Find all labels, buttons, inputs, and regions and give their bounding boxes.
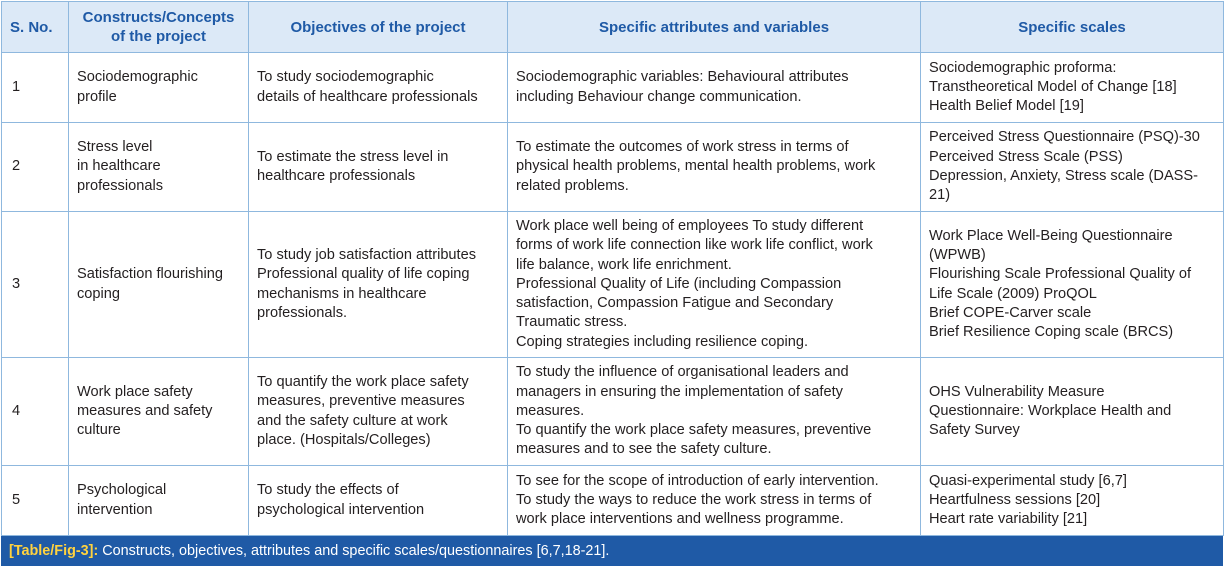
- table-row: [2, 123, 1224, 212]
- construct-cell: [69, 466, 249, 536]
- header-constructs-line: of the project: [110, 28, 206, 45]
- cell-line: forms of work life connection like work life conflict, work: [516, 237, 873, 254]
- cell-line: profile: [77, 88, 117, 105]
- header-constructs: [69, 2, 249, 53]
- cell-line: details of healthcare professionals: [257, 88, 478, 105]
- cell-line: To estimate the stress level in: [257, 148, 449, 165]
- cell-line: Transtheoretical Model of Change [18]: [929, 78, 1177, 95]
- cell-line: Brief Resilience Coping scale (BRCS): [929, 324, 1174, 341]
- attributes-cell: [508, 358, 921, 466]
- objective-cell: [249, 53, 508, 123]
- cell-line: Perceived Stress Questionnaire (PSQ)-30: [929, 129, 1200, 146]
- sno-cell: 4: [2, 358, 69, 466]
- objective-cell: [249, 123, 508, 212]
- table-row: [2, 212, 1224, 358]
- cell-line: including Behaviour change communication.: [516, 88, 802, 105]
- cell-line: To quantify the work place safety measures, preventive: [516, 422, 872, 439]
- table-header-row: [2, 2, 1224, 53]
- sno-cell: 2: [2, 123, 69, 212]
- construct-cell: [69, 358, 249, 466]
- scales-cell: [921, 358, 1224, 466]
- cell-line: Psychological: [77, 482, 167, 499]
- cell-line: coping: [77, 285, 121, 302]
- cell-line: in healthcare: [77, 158, 161, 175]
- cell-line: To study the effects of: [257, 482, 399, 499]
- cell-line: psychological intervention: [257, 501, 425, 518]
- cell-line: Life Scale (2009) ProQOL: [929, 285, 1097, 302]
- cell-line: Traumatic stress.: [516, 314, 628, 331]
- cell-line: Flourishing Scale Professional Quality of: [929, 266, 1192, 283]
- attributes-cell: [508, 53, 921, 123]
- cell-line: Quasi-experimental study [6,7]: [929, 472, 1127, 489]
- construct-cell: [69, 212, 249, 358]
- table-caption: [1, 536, 1223, 566]
- cell-line: Stress level: [77, 139, 153, 156]
- cell-line: Satisfaction flourishing: [77, 266, 224, 283]
- cell-line: Work place well being of employees To study different: [516, 217, 864, 234]
- cell-line: physical health problems, mental health problems, work: [516, 158, 876, 175]
- construct-cell: [69, 53, 249, 123]
- objective-cell: [249, 466, 508, 536]
- cell-line: work place interventions and wellness programme.: [516, 511, 844, 528]
- cell-line: To study job satisfaction attributes: [257, 246, 477, 263]
- cell-line: place. (Hospitals/Colleges): [257, 431, 431, 448]
- caption-text: Constructs, objectives, attributes and specific scales/questionnaires [6,7,18-21].: [98, 543, 610, 559]
- cell-line: healthcare professionals: [257, 168, 416, 184]
- header-constructs-line: Constructs/Concepts: [82, 9, 235, 26]
- scales-cell: [921, 123, 1224, 212]
- cell-line: professionals: [77, 177, 163, 194]
- header-objectives: Objectives of the project: [249, 2, 508, 53]
- cell-line: intervention: [77, 501, 153, 518]
- table-row: [2, 358, 1224, 466]
- cell-line: culture: [77, 422, 121, 439]
- cell-line: To see for the scope of introduction of early intervention.: [516, 472, 879, 489]
- cell-line: Work Place Well-Being Questionnaire: [929, 227, 1173, 244]
- attributes-cell: [508, 123, 921, 212]
- cell-line: OHS Vulnerability Measure: [929, 383, 1105, 400]
- cell-line: mechanisms in healthcare: [257, 285, 427, 302]
- caption-label: [Table/Fig-3]:: [9, 543, 99, 559]
- cell-line: To study sociodemographic: [257, 69, 434, 86]
- scales-cell: [921, 466, 1224, 536]
- header-attributes: Specific attributes and variables: [508, 2, 921, 53]
- cell-line: Professional Quality of Life (including Compassion: [516, 275, 842, 292]
- objective-cell: [249, 212, 508, 358]
- sno-cell: 5: [2, 466, 69, 536]
- cell-line: To quantify the work place safety: [257, 373, 469, 390]
- header-scales: Specific scales: [921, 2, 1224, 53]
- attributes-cell: [508, 466, 921, 536]
- cell-line: Perceived Stress Scale (PSS): [929, 148, 1123, 165]
- cell-line: Sociodemographic: [77, 69, 198, 86]
- scales-cell: [921, 53, 1224, 123]
- cell-line: (WPWB): [929, 246, 986, 263]
- cell-line: Questionnaire: Workplace Health and: [929, 402, 1172, 419]
- attributes-cell: [508, 212, 921, 358]
- cell-line: Safety Survey: [929, 422, 1020, 439]
- cell-line: managers in ensuring the implementation of safety: [516, 383, 843, 400]
- cell-line: Heartfulness sessions [20]: [929, 491, 1101, 508]
- header-sno: S. No.: [2, 2, 69, 53]
- construct-cell: [69, 123, 249, 212]
- cell-line: measures.: [516, 402, 585, 419]
- cell-line: professionals.: [257, 304, 348, 321]
- constructs-table: [1, 1, 1224, 536]
- cell-line: Work place safety: [77, 383, 193, 400]
- cell-line: satisfaction, Compassion Fatigue and Secondary: [516, 295, 834, 312]
- sno-cell: 1: [2, 53, 69, 123]
- scales-cell: [921, 212, 1224, 358]
- cell-line: Sociodemographic proforma:: [929, 59, 1117, 76]
- cell-line: 21): [929, 187, 951, 204]
- cell-line: Sociodemographic variables: Behavioural attributes: [516, 69, 849, 86]
- table-container: [1, 1, 1223, 566]
- cell-line: Coping strategies including resilience coping.: [516, 333, 809, 350]
- cell-line: measures and safety: [77, 402, 213, 419]
- cell-line: Heart rate variability [21]: [929, 511, 1088, 528]
- cell-line: Professional quality of life coping: [257, 266, 470, 283]
- table-row: [2, 53, 1224, 123]
- table-row: [2, 466, 1224, 536]
- sno-cell: 3: [2, 212, 69, 358]
- cell-line: Health Belief Model [19]: [929, 98, 1084, 115]
- cell-line: life balance, work life enrichment.: [516, 256, 732, 273]
- cell-line: Brief COPE-Carver scale: [929, 304, 1092, 321]
- cell-line: To study the influence of organisational leaders and: [516, 364, 849, 381]
- cell-line: Depression, Anxiety, Stress scale (DASS-: [929, 168, 1199, 184]
- cell-line: measures, preventive measures: [257, 393, 465, 410]
- cell-line: To study the ways to reduce the work stress in terms of: [516, 491, 872, 508]
- cell-line: related problems.: [516, 177, 629, 194]
- cell-line: measures and to see the safety culture.: [516, 441, 772, 458]
- cell-line: and the safety culture at work: [257, 412, 448, 429]
- cell-line: To estimate the outcomes of work stress in terms of: [516, 139, 849, 156]
- objective-cell: [249, 358, 508, 466]
